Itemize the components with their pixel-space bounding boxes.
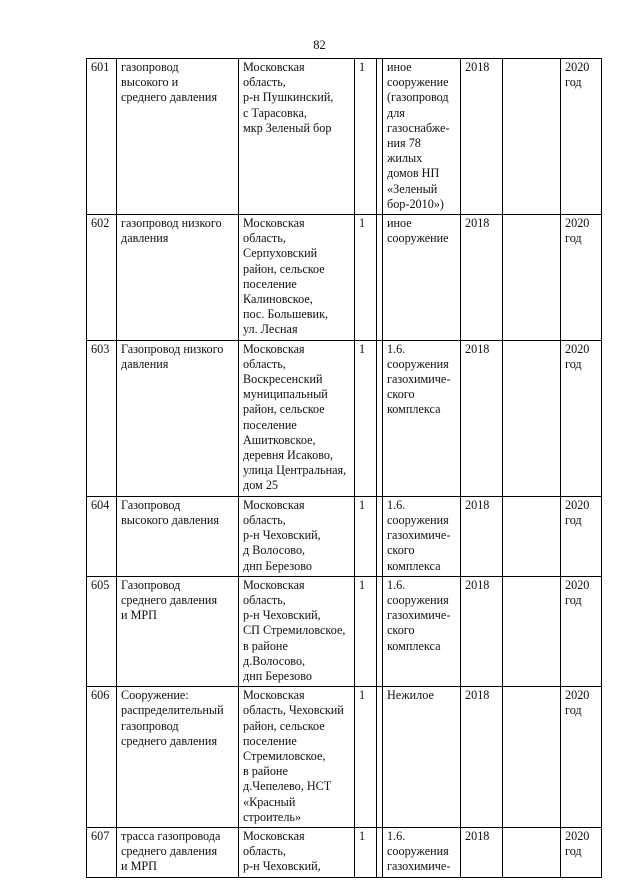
empty-cell xyxy=(503,827,561,877)
object-year: 2018 xyxy=(461,215,503,341)
page-number: 82 xyxy=(313,38,326,52)
object-deadline: 2020 год xyxy=(561,576,602,686)
object-deadline: 2020 год xyxy=(561,215,602,341)
empty-cell xyxy=(503,215,561,341)
object-address: Московская область, р-н Чеховский, xyxy=(239,827,355,877)
object-address: Московская область, Воскресенский муниципальный район, сельское поселение Ашитковское, деревня Исаково, улица Центральная, дом 25 xyxy=(239,340,355,496)
row-number: 604 xyxy=(87,496,117,576)
object-quantity: 1 xyxy=(355,827,377,877)
object-deadline: 2020 год xyxy=(561,496,602,576)
object-name: Газопровод высокого давления xyxy=(117,496,239,576)
object-deadline: 2020 год xyxy=(561,340,602,496)
object-type: 1.6. сооружения газохимиче- xyxy=(383,827,461,877)
table-row xyxy=(87,496,602,576)
object-type: 1.6. сооружения газохимиче- ского комплекса xyxy=(383,576,461,686)
object-address: Московская область, р-н Чеховский, д Волосово, днп Березово xyxy=(239,496,355,576)
object-name: Сооружение: распределительный газопровод среднего давления xyxy=(117,687,239,828)
object-year: 2018 xyxy=(461,687,503,828)
table-row xyxy=(87,215,602,341)
object-deadline: 2020 год xyxy=(561,827,602,877)
table-row xyxy=(87,576,602,686)
object-type: иное сооружение (газопровод для газоснабже- ния 78 жилых домов НП «Зеленый бор-2010») xyxy=(383,59,461,215)
table-row xyxy=(87,340,602,496)
object-name: газопровод низкого давления xyxy=(117,215,239,341)
object-address: Московская область, р-н Чеховский, СП Стремиловское, в районе д.Волосово, днп Березово xyxy=(239,576,355,686)
row-number: 606 xyxy=(87,687,117,828)
object-year: 2018 xyxy=(461,496,503,576)
row-number: 602 xyxy=(87,215,117,341)
object-name: Газопровод низкого давления xyxy=(117,340,239,496)
object-name: трасса газопровода среднего давления и МРП xyxy=(117,827,239,877)
object-name: газопровод высокого и среднего давления xyxy=(117,59,239,215)
row-number: 607 xyxy=(87,827,117,877)
object-type: иное сооружение xyxy=(383,215,461,341)
object-year: 2018 xyxy=(461,340,503,496)
object-name: Газопровод среднего давления и МРП xyxy=(117,576,239,686)
empty-cell xyxy=(503,576,561,686)
object-quantity: 1 xyxy=(355,215,377,341)
empty-cell xyxy=(503,687,561,828)
object-type: 1.6. сооружения газохимиче- ского комплекса xyxy=(383,340,461,496)
object-address: Московская область, Серпуховский район, сельское поселение Калиновское, пос. Большевик, ул. Лесная xyxy=(239,215,355,341)
object-type: Нежилое xyxy=(383,687,461,828)
object-deadline: 2020 год xyxy=(561,59,602,215)
table-row xyxy=(87,59,602,215)
object-quantity: 1 xyxy=(355,496,377,576)
empty-cell xyxy=(503,340,561,496)
row-number: 603 xyxy=(87,340,117,496)
row-number: 605 xyxy=(87,576,117,686)
table-row xyxy=(87,827,602,877)
object-year: 2018 xyxy=(461,59,503,215)
registry-rows xyxy=(87,59,602,878)
object-quantity: 1 xyxy=(355,687,377,828)
object-deadline: 2020 год xyxy=(561,687,602,828)
registry-table xyxy=(86,58,602,878)
object-quantity: 1 xyxy=(355,340,377,496)
object-quantity: 1 xyxy=(355,59,377,215)
table-row xyxy=(87,687,602,828)
object-quantity: 1 xyxy=(355,576,377,686)
empty-cell xyxy=(503,59,561,215)
object-type: 1.6. сооружения газохимиче- ского комплекса xyxy=(383,496,461,576)
object-year: 2018 xyxy=(461,576,503,686)
object-address: Московская область, Чеховский район, сельское поселение Стремиловское, в районе д.Чепелево, НСТ «Красный строитель» xyxy=(239,687,355,828)
object-year: 2018 xyxy=(461,827,503,877)
object-address: Московская область, р-н Пушкинский, с Тарасовка, мкр Зеленый бор xyxy=(239,59,355,215)
row-number: 601 xyxy=(87,59,117,215)
empty-cell xyxy=(503,496,561,576)
